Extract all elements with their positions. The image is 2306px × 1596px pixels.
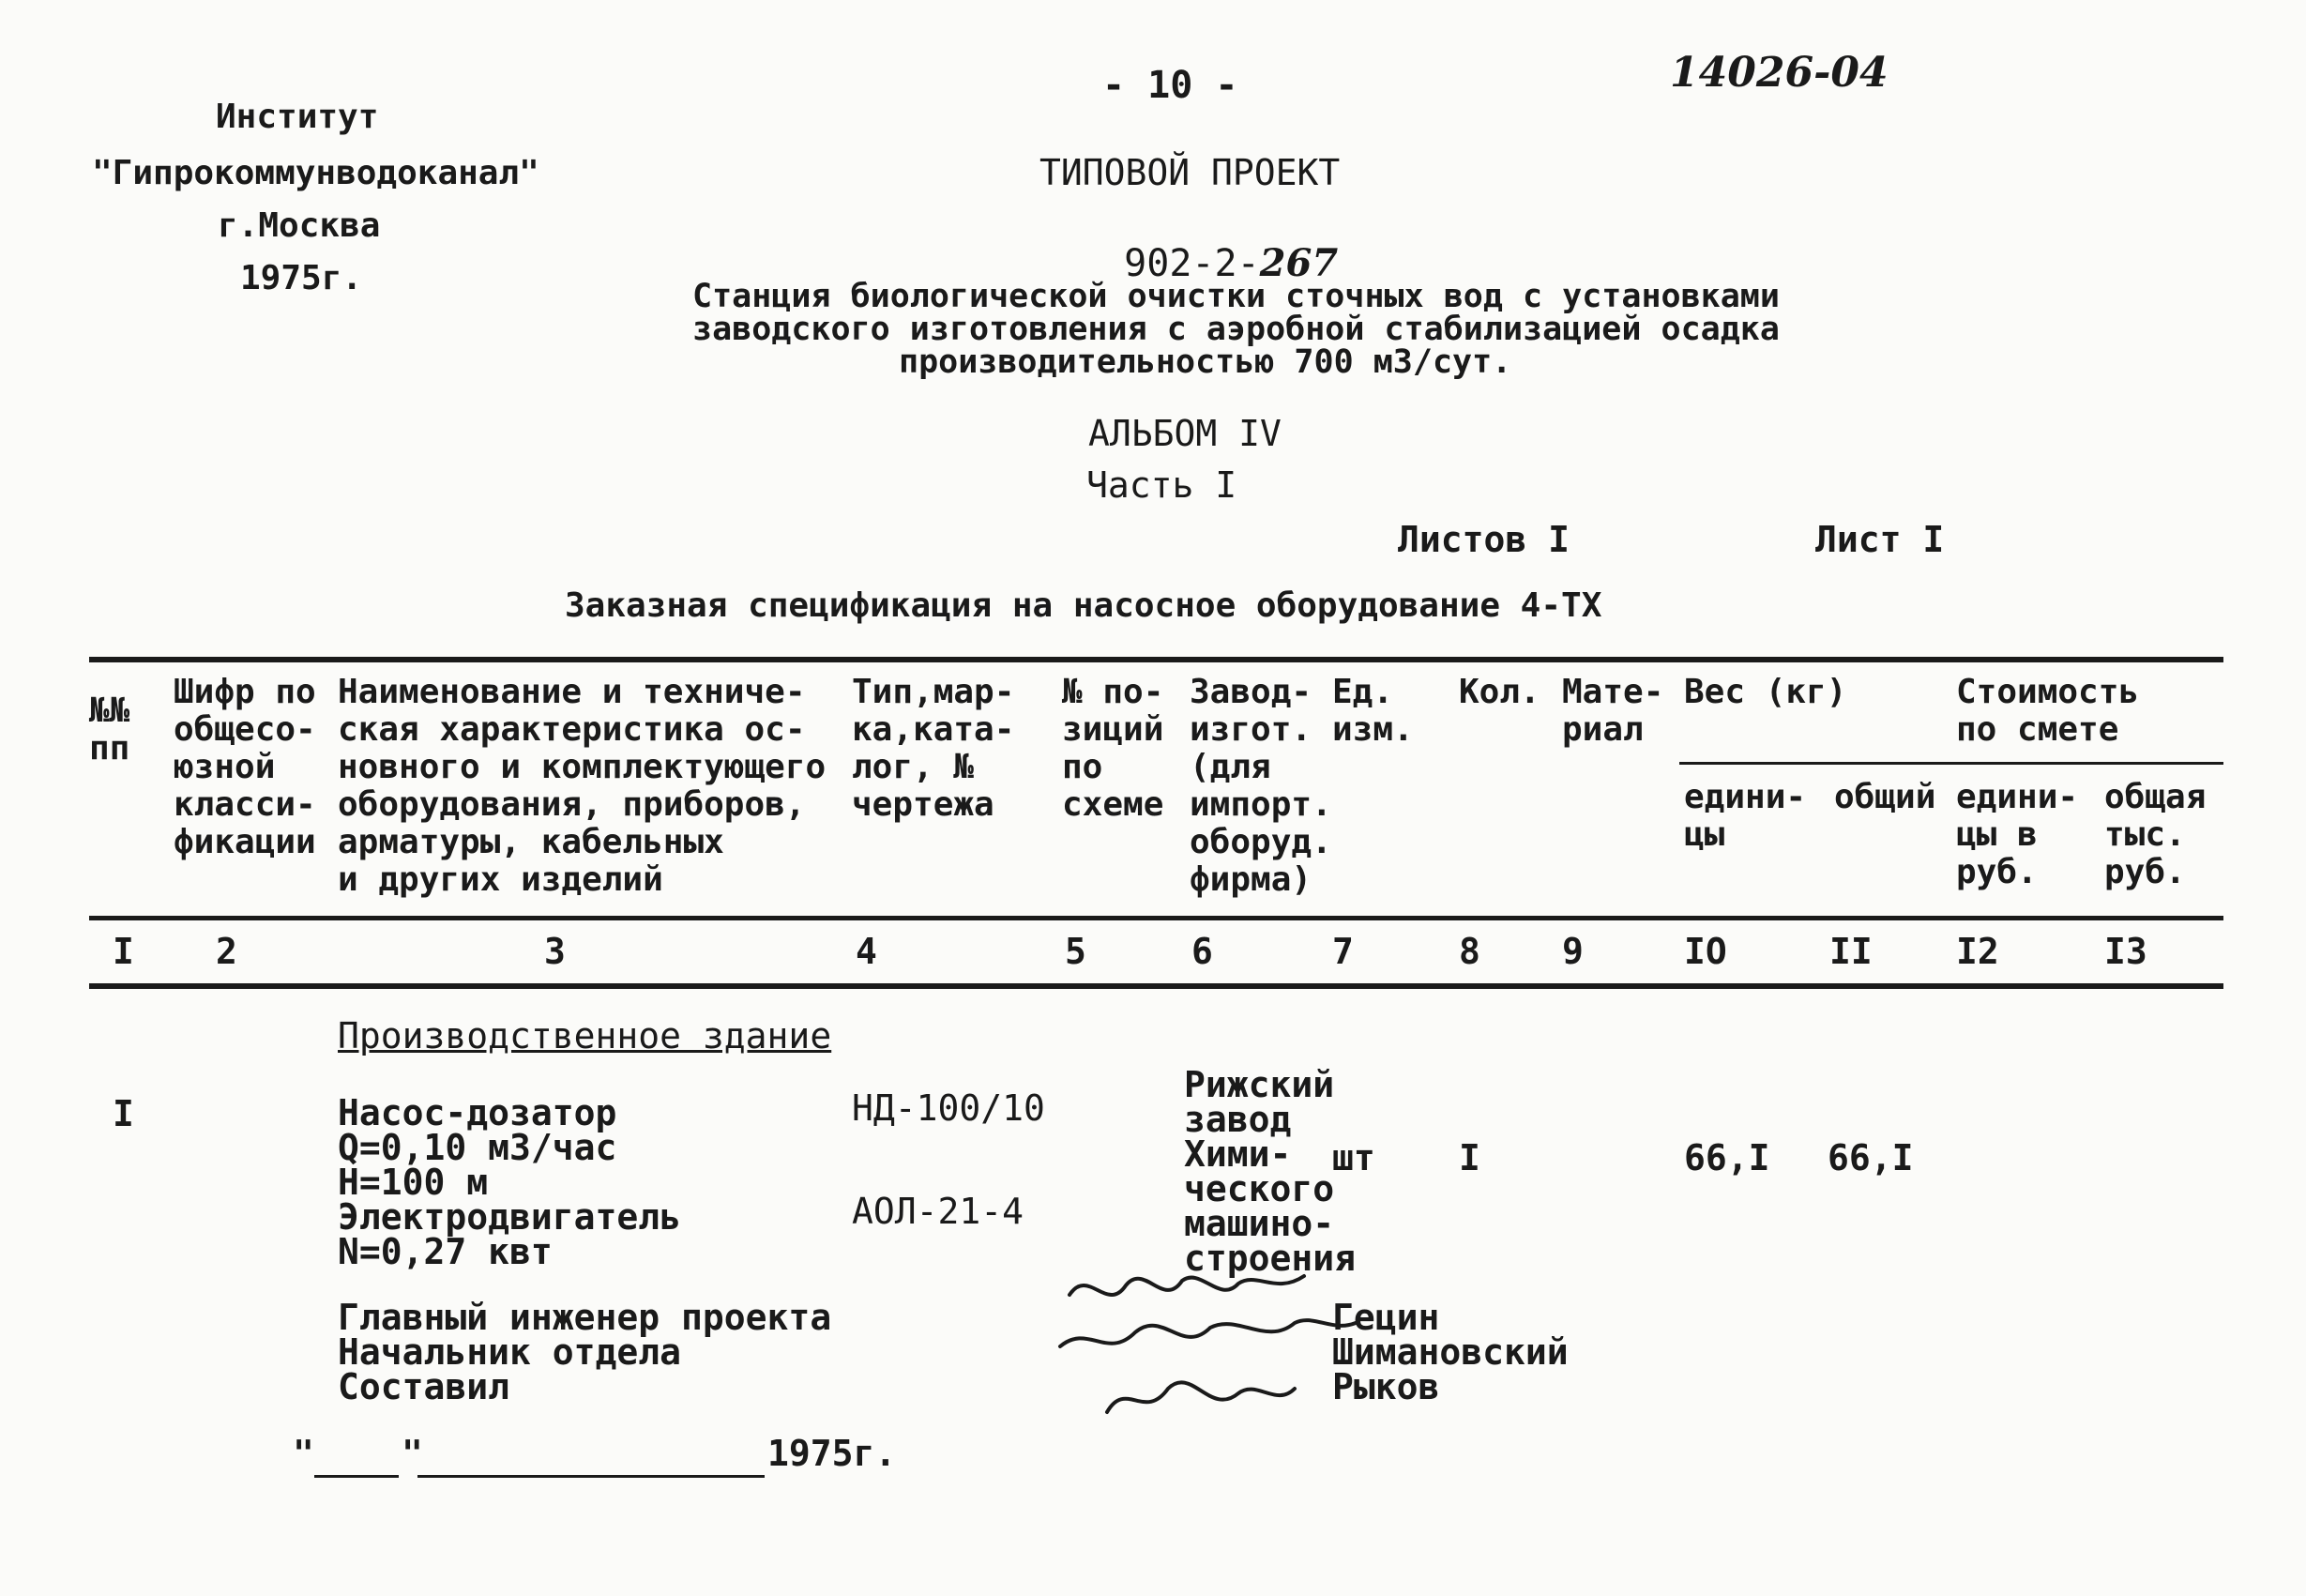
date-year: 1975г.	[767, 1433, 897, 1474]
spec-title: Заказная спецификация на насосное оборудование 4-ТХ	[565, 586, 1602, 625]
colnum-1: I	[113, 931, 134, 972]
header-col-11: общий	[1834, 778, 1936, 816]
role-compiler: Составил	[338, 1366, 510, 1407]
row-weight-total: 66,I	[1828, 1137, 1914, 1178]
project-number-prefix: 902-2-	[1124, 242, 1260, 285]
section-heading: Производственное здание	[338, 1015, 832, 1056]
colnum-11: II	[1829, 931, 1873, 972]
row-qty: I	[1459, 1137, 1480, 1178]
handwritten-signatures	[1051, 1257, 1360, 1436]
row-unit: шт	[1332, 1137, 1375, 1178]
header-col-7: Ед. изм.	[1332, 673, 1414, 749]
document-code: 14026-04	[1670, 49, 1889, 97]
institute-line-2: "Гипрокоммунводоканал"	[92, 154, 539, 192]
row-weight-unit: 66,I	[1684, 1137, 1770, 1178]
row-type-pump: НД-100/10	[852, 1087, 1045, 1129]
colnum-6: 6	[1191, 931, 1213, 972]
title-line-3: производительностью 700 м3/сут.	[899, 343, 1512, 381]
project-number	[1079, 205, 1338, 283]
institute-line-3: г.Москва	[218, 206, 381, 245]
row-item-name: Насос-дозатор Q=0,10 м3/час H=100 м Электродвигатель N=0,27 квт	[338, 1092, 682, 1272]
header-col-10: едини- цы	[1684, 778, 1807, 854]
date-month-blank	[417, 1475, 765, 1478]
institute-line-1: Институт	[216, 98, 379, 136]
project-number-handwritten: 267	[1259, 241, 1339, 285]
header-col-13: общая тыс. руб.	[2104, 778, 2207, 891]
album-label: АЛЬБОМ IV	[1088, 413, 1282, 454]
header-col-3: Наименование и техниче- ская характеристика ос- новного и комплектующего оборудования, приборов, арматуры, кабельных и других изделий	[338, 673, 827, 899]
colnum-12: I2	[1956, 931, 1999, 972]
colnum-3: 3	[544, 931, 566, 972]
signature-2	[1060, 1320, 1356, 1346]
institute-line-4: 1975г.	[240, 259, 363, 297]
row-number: I	[113, 1093, 134, 1134]
page-number: - 10 -	[1102, 64, 1238, 107]
row-type-motor: АОЛ-21-4	[852, 1191, 1024, 1232]
header-col-12: едини- цы в руб.	[1956, 778, 2079, 891]
sheet-number: Лист I	[1815, 519, 1945, 560]
header-cost: Стоимость по смете	[1956, 673, 2140, 749]
colnum-13: I3	[2104, 931, 2147, 972]
header-col-2: Шифр по общесо- юзной класси- фикации	[174, 673, 316, 861]
colnum-7: 7	[1332, 931, 1354, 972]
project-label: ТИПОВОЙ ПРОЕКТ	[1039, 152, 1341, 193]
colnum-8: 8	[1459, 931, 1480, 972]
header-col-9: Мате- риал	[1562, 673, 1664, 749]
header-col-4: Тип,мар- ка,ката- лог, № чертежа	[852, 673, 1015, 824]
colnum-10: IO	[1684, 931, 1727, 972]
name-compiler: Рыков	[1332, 1366, 1440, 1407]
role-department-head: Начальник отдела	[338, 1331, 682, 1373]
date-day-blank	[314, 1475, 399, 1478]
header-col-1: №№ пп	[89, 692, 130, 768]
signature-1	[1070, 1276, 1304, 1295]
header-col-5: № по- зиций по схеме	[1062, 673, 1164, 824]
colnum-9: 9	[1562, 931, 1584, 972]
part-label: Часть I	[1086, 464, 1237, 506]
colnum-5: 5	[1065, 931, 1086, 972]
name-department-head: Шимановский	[1332, 1331, 1569, 1373]
colnum-2: 2	[216, 931, 237, 972]
header-bottom-rule	[89, 916, 2223, 920]
date-quote-open: "	[293, 1433, 314, 1474]
title-line-2: заводского изготовления с аэробной стабилизацией осадка	[692, 311, 1780, 348]
sheets-total: Листов I	[1398, 519, 1570, 560]
name-chief-engineer: Гецин	[1332, 1297, 1440, 1338]
role-chief-engineer: Главный инженер проекта	[338, 1297, 832, 1338]
title-line-1: Станция биологической очистки сточных вод с установками	[692, 278, 1780, 315]
subheader-rule	[1679, 762, 2223, 765]
header-col-6: Завод- изгот. (для импорт. оборуд. фирма)	[1190, 673, 1332, 899]
header-col-8: Кол.	[1459, 673, 1540, 711]
row-manufacturer: Рижский завод Хими- ческого машино- строения	[1184, 1064, 1357, 1279]
signature-3	[1107, 1382, 1295, 1412]
header-weight: Вес (кг)	[1684, 673, 1847, 711]
date-quote-close: "	[402, 1433, 423, 1474]
colnum-bottom-rule	[89, 983, 2223, 989]
colnum-4: 4	[856, 931, 877, 972]
table-top-rule	[89, 657, 2223, 662]
